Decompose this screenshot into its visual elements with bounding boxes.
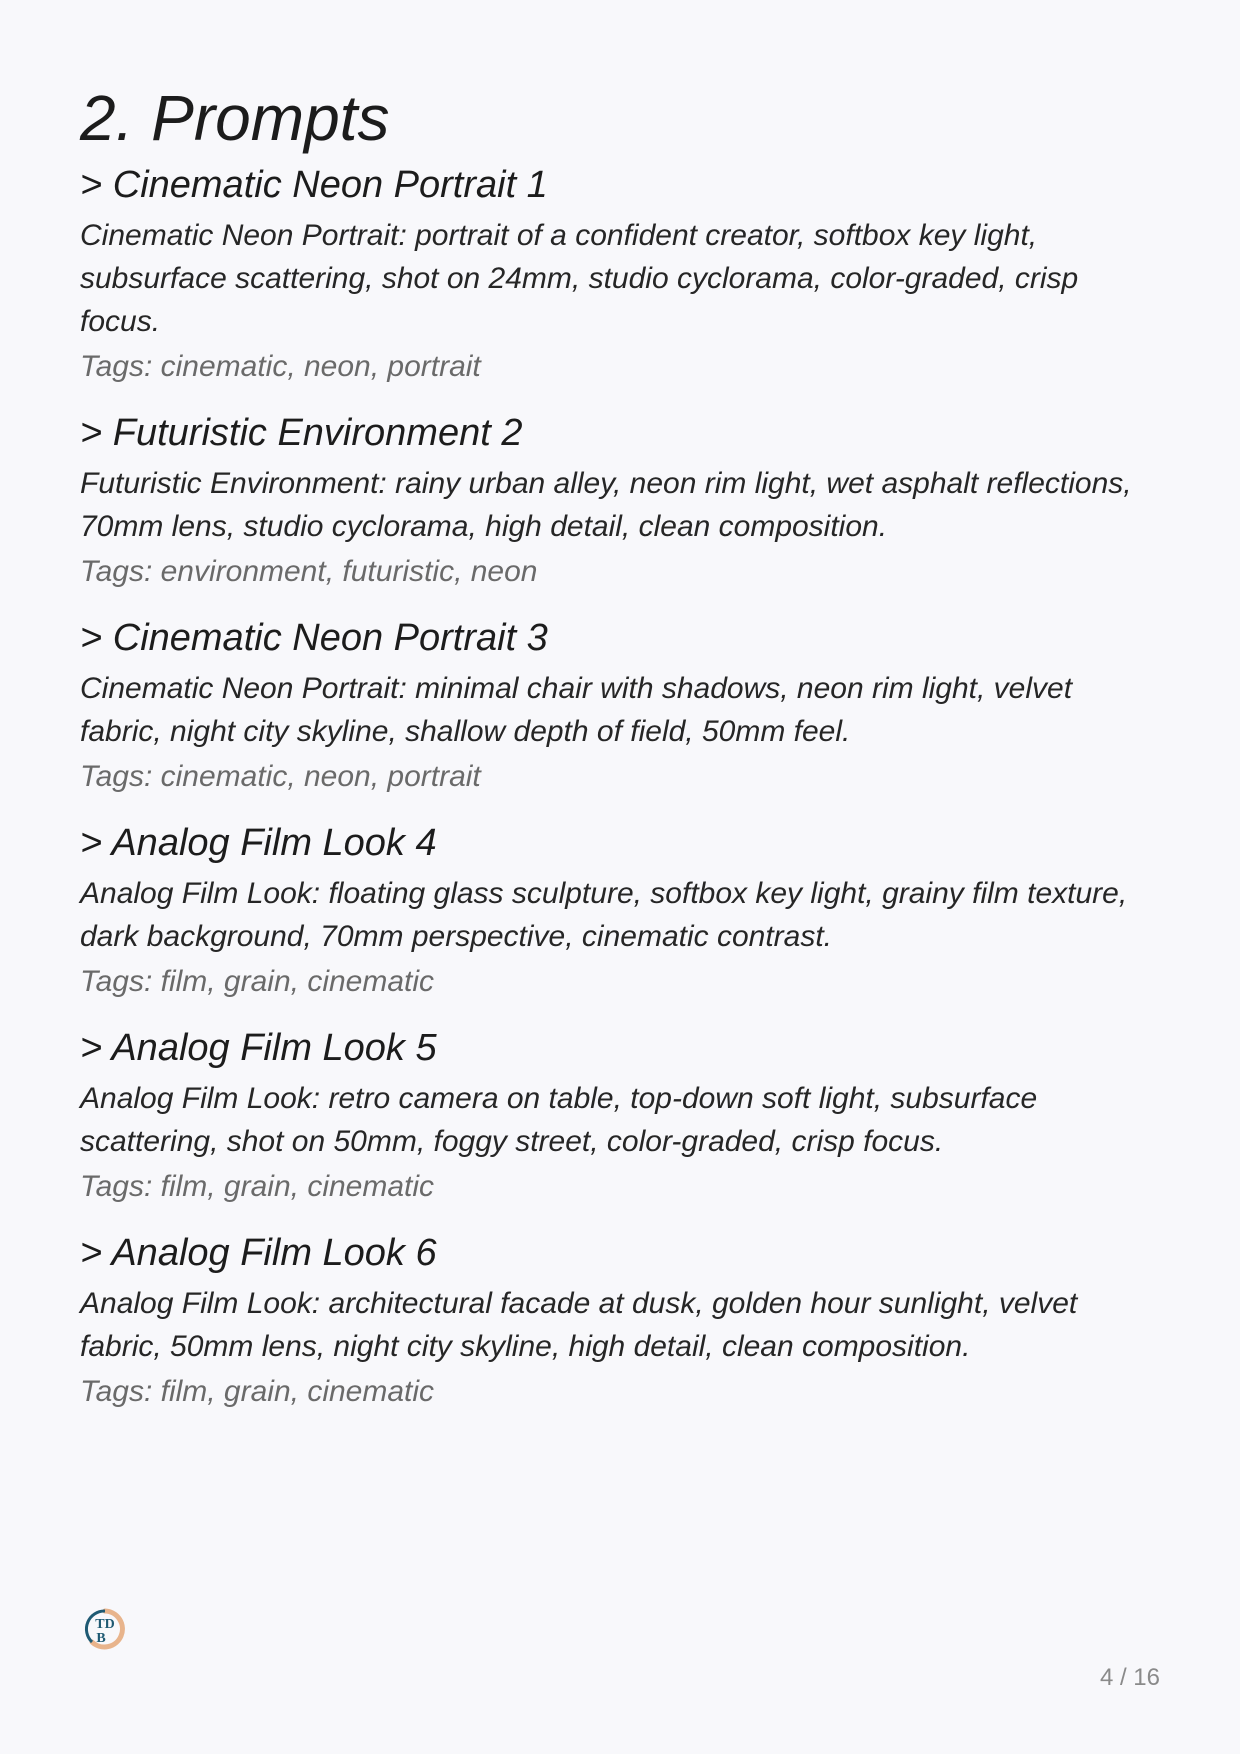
prompt-heading: > Analog Film Look 4 [80,822,437,864]
prompt-body: Analog Film Look: floating glass sculpture, softbox key light, grainy film texture, dark background, 70mm perspective, cinematic contrast. [80,877,1128,953]
document-page [80,78,1140,1435]
page-title: 2. Prompts [80,82,390,154]
prompt-heading: > Analog Film Look 5 [80,1027,437,1069]
prompt-body: Cinematic Neon Portrait: portrait of a confident creator, softbox key light, subsurface scattering, shot on 24mm, studio cyclorama, color-graded, crisp focus. [80,219,1079,338]
prompt-tags: Tags: film, grain, cinematic [80,1375,435,1408]
prompt-heading: > Cinematic Neon Portrait 3 [80,617,548,659]
tdb-logo-icon [84,1608,126,1650]
prompt-tags: Tags: film, grain, cinematic [80,965,435,998]
page-number: 4 / 16 [1099,1664,1160,1691]
prompt-tags: Tags: cinematic, neon, portrait [80,350,481,383]
svg-text:B: B [96,1631,106,1646]
prompt-item [80,820,1140,1002]
prompt-tags: Tags: film, grain, cinematic [80,1170,435,1203]
prompt-heading: > Cinematic Neon Portrait 1 [80,164,548,206]
prompt-item [80,410,1140,592]
prompt-body: Analog Film Look: architectural facade at dusk, golden hour sunlight, velvet fabric, 50mm lens, night city skyline, high detail, clean composition. [80,1287,1078,1363]
prompt-item [80,162,1140,387]
prompt-body: Analog Film Look: retro camera on table, top-down soft light, subsurface scattering, shot on 50mm, foggy street, color-graded, crisp focus. [80,1082,1038,1158]
prompt-body: Cinematic Neon Portrait: minimal chair with shadows, neon rim light, velvet fabric, night city skyline, shallow depth of field, 50mm feel. [80,672,1073,748]
prompt-tags: Tags: cinematic, neon, portrait [80,760,481,793]
prompt-item [80,1230,1140,1412]
prompt-body: Futuristic Environment: rainy urban alley, neon rim light, wet asphalt reflections, 70mm lens, studio cyclorama, high detail, clean composition. [80,467,1132,543]
prompt-item [80,1025,1140,1207]
prompt-item [80,615,1140,797]
prompt-tags: Tags: environment, futuristic, neon [80,555,538,588]
prompt-heading: > Futuristic Environment 2 [80,412,523,454]
prompt-heading: > Analog Film Look 6 [80,1232,437,1274]
svg-text:TD: TD [95,1617,115,1632]
